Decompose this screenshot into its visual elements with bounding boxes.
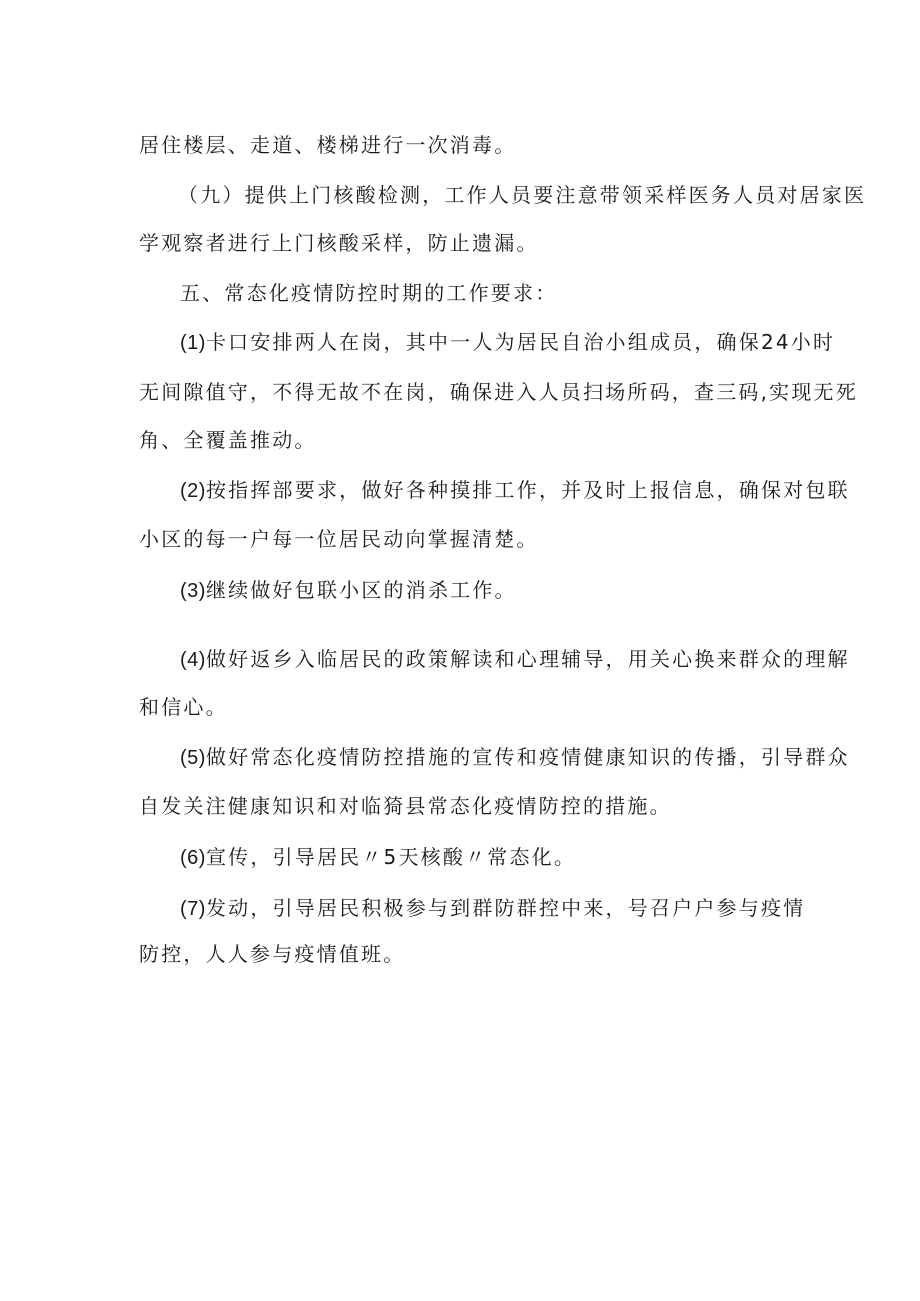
item-1-line-2: 无间隙值守，不得无故不在岗，确保进入人员扫场所码，查三码,实现无死 [139, 380, 858, 404]
paragraph-nine-line-1: （九）提供上门核酸检测，工作人员要注意带领采样医务人员对居家医 [178, 183, 867, 207]
item-7-line-2: 防控，人人参与疫情值班。 [139, 942, 406, 966]
item-1-number: (1) [180, 332, 206, 354]
item-5-number: (5) [180, 747, 206, 769]
item-4-line-2: 和信心。 [139, 695, 228, 719]
item-5-line-1 [180, 745, 850, 770]
item-6-text: 宣传，引导居民〃5天核酸〃常态化。 [205, 845, 577, 869]
item-1-text: 卡口安排两人在岗，其中一人为居民自治小组成员，确保24小时 [205, 330, 836, 354]
item-2-line-2: 小区的每一户每一位居民动向掌握清楚。 [139, 527, 539, 551]
item-2-line-1 [180, 478, 850, 503]
item-4-line-1 [180, 647, 850, 672]
item-3-number: (3) [180, 580, 206, 602]
item-7-text: 发动，引导居民积极参与到群防群控中来，号召户户参与疫情 [205, 896, 806, 920]
item-3-text: 继续做好包联小区的消杀工作。 [205, 578, 517, 602]
item-5-text: 做好常态化疫情防控措施的宣传和疫情健康知识的传播，引导群众 [205, 745, 850, 769]
item-1-line-3: 角、全覆盖推动。 [139, 428, 317, 452]
paragraph-prev-line-1: 居住楼层、走道、楼梯进行一次消毒。 [139, 133, 517, 157]
paragraph-nine-line-2: 学观察者进行上门核酸采样，防止遗漏。 [139, 231, 539, 255]
item-5-line-2: 自发关注健康知识和对临猗县常态化疫情防控的措施。 [139, 794, 672, 818]
item-3-line-1 [180, 578, 517, 603]
item-4-number: (4) [180, 649, 206, 671]
item-1-line-1 [180, 330, 835, 355]
section-five-heading: 五、常态化疫情防控时期的工作要求： [180, 281, 558, 305]
item-7-line-1 [180, 896, 805, 921]
item-2-text: 按指挥部要求，做好各种摸排工作，并及时上报信息，确保对包联 [205, 478, 850, 502]
item-6-number: (6) [180, 847, 206, 869]
item-4-text: 做好返乡入临居民的政策解读和心理辅导，用关心换来群众的理解 [205, 647, 850, 671]
item-2-number: (2) [180, 480, 206, 502]
item-6-line-1 [180, 845, 576, 870]
item-7-number: (7) [180, 898, 206, 920]
